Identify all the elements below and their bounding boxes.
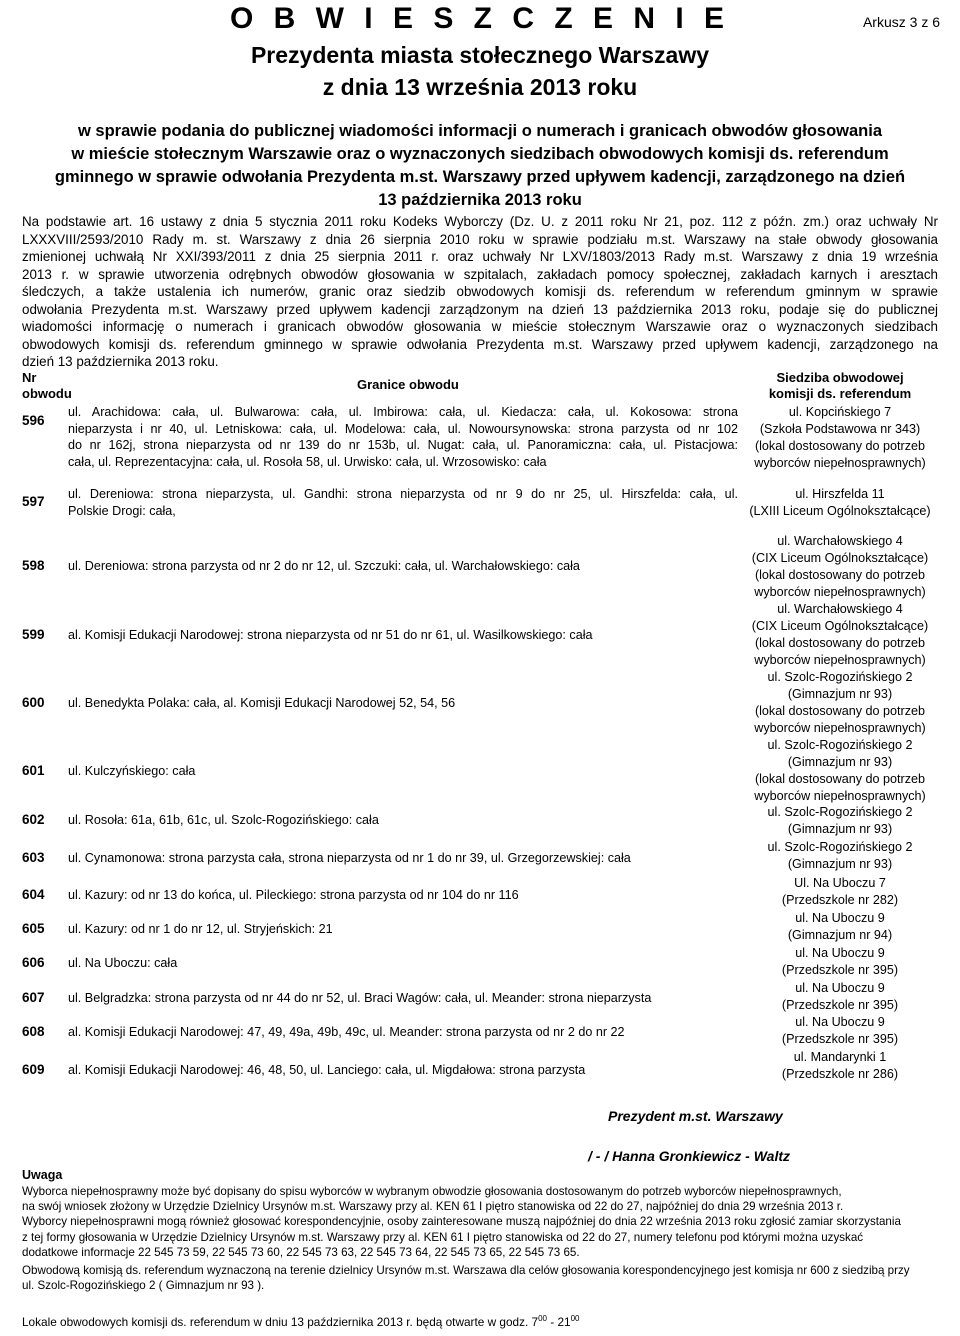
- district-number: 601: [22, 763, 45, 778]
- boundary-line: Polskie Drogi: cała,: [68, 503, 176, 518]
- seat-line: (Gimnazjum nr 93): [787, 822, 893, 836]
- district-number: 609: [22, 1062, 45, 1077]
- date-line: z dnia 13 września 2013 roku: [322, 74, 638, 100]
- seat-line: wyborców niepełnosprawnych): [754, 456, 926, 470]
- sheet-number: Arkusz 3 z 6: [862, 14, 940, 30]
- seat-line: (lokal dostosowany do potrzeb: [754, 439, 926, 453]
- boundary-line: ul. Arachidowa: cała, ul. Bulwarowa: cała, ul. Imbirowa: cała, ul. Kiedacza: cała, ul. Kokosowa: strona: [68, 405, 738, 419]
- commission-seat: [742, 1049, 938, 1083]
- header-obwodu-label: obwodu: [22, 386, 72, 401]
- district-boundaries: [68, 955, 738, 972]
- note-line: na swój wniosek złożony w Urzędzie Dzielnicy Ursynów m.st. Warszawy przy al. KEN 61 I piętro stanowiska od 22 do 27, najpóźniej do dnia 29 września 2013 r.: [22, 1200, 844, 1214]
- commission-seat: [742, 804, 938, 838]
- district-boundaries: [68, 404, 738, 470]
- seat-line: (Przedszkole nr 395): [781, 1032, 899, 1046]
- note-line: z tej formy głosowania w Urzędzie Dzielnicy Ursynów m.st. Warszawy przy al. KEN 61 I piętro stanowiska od 22 do 27, numery telefonu pod którymi można uzyskać: [22, 1230, 864, 1244]
- hours-to-sup: 00: [570, 1314, 580, 1323]
- district-number: 602: [22, 812, 45, 827]
- commission-seat: [742, 404, 938, 472]
- district-boundaries: [68, 558, 738, 575]
- commission-seat: [742, 1014, 938, 1048]
- district-number: 605: [22, 921, 45, 936]
- seat-line: ul. Szolc-Rogozińskiego 2: [767, 670, 913, 684]
- seat-line: (Przedszkole nr 286): [781, 1067, 899, 1081]
- district-number: 608: [22, 1024, 45, 1039]
- issuer-line: Prezydenta miasta stołecznego Warszawy: [250, 42, 710, 68]
- boundary-line: ul. Dereniowa: strona parzysta od nr 2 do nr 12, ul. Szczuki: cała, ul. Warchałowskiego: cała: [68, 559, 580, 573]
- intro-line: obwodowych komisji ds. referendum gminnego w sprawie odwołania Prezydenta m.st. Warszawy przed upływem kadencji, zarządzonego na: [22, 336, 938, 352]
- seat-line: ul. Kopcińskiego 7: [788, 405, 892, 419]
- note-heading: Uwaga: [22, 1168, 63, 1182]
- seat-line: ul. Na Uboczu 9: [795, 946, 885, 960]
- header-siedziba-label: Siedziba obwodowej: [776, 370, 904, 385]
- seat-line: (Przedszkole nr 282): [781, 893, 899, 907]
- subject-block: [0, 120, 960, 212]
- intro-line: dzień 13 października 2013 roku.: [22, 354, 219, 369]
- hours-from-sup: 00: [538, 1314, 547, 1323]
- intro-line: 2013 r. w sprawie utworzenia odrębnych obwodów głosowania w szpitalach, zakładach pomocy społecznej, zakładach karnych i aresztach: [22, 266, 938, 282]
- district-number: 598: [22, 558, 45, 573]
- seat-line: ul. Na Uboczu 9: [795, 981, 885, 995]
- hours-separator: - 21: [547, 1314, 571, 1329]
- commission-seat: [742, 980, 938, 1014]
- seat-line: (Gimnazjum nr 93): [787, 755, 893, 769]
- boundary-line: ul. Na Uboczu: cała: [68, 956, 178, 970]
- seat-line: ul. Na Uboczu 9: [795, 911, 885, 925]
- intro-paragraph: [22, 213, 938, 371]
- title-text: O B W I E S Z C Z E N I E: [229, 2, 731, 35]
- boundary-line: ul. Kulczyńskiego: cała: [68, 764, 196, 778]
- note-line: Obwodową komisją ds. referendum wyznaczoną na terenie dzielnicy Ursynów m.st. Warszawa dla celów głosowania korespondencyjnego jest komisja nr 600 z siedzibą przy: [22, 1264, 910, 1278]
- district-boundaries: [68, 812, 738, 829]
- header-nr-obwodu: [22, 370, 82, 402]
- seat-line: ul. Mandarynki 1: [793, 1050, 887, 1064]
- district-number: 604: [22, 887, 45, 902]
- boundary-line: al. Komisji Edukacji Narodowej: strona nieparzysta od nr 51 do nr 61, ul. Wasilkowskiego: cała: [68, 628, 593, 642]
- district-boundaries: [68, 850, 738, 867]
- district-number: 599: [22, 627, 45, 642]
- commission-seat: [742, 737, 938, 805]
- seat-line: ul. Na Uboczu 9: [795, 1015, 885, 1029]
- boundary-line: cała, ul. Reprezentacyjna: cała, ul. Rosoła 58, ul. Urwisko: cała, ul. Wrzosowisko: cała: [68, 454, 547, 469]
- commission-seat: [742, 669, 938, 737]
- seat-line: (Przedszkole nr 395): [781, 963, 899, 977]
- district-boundaries: [68, 695, 738, 712]
- header-granice: Granice obwodu: [357, 377, 459, 392]
- commission-seat: [742, 875, 938, 909]
- boundary-line: ul. Benedykta Polaka: cała, al. Komisji Edukacji Narodowej 52, 54, 56: [68, 696, 456, 710]
- boundary-line: ul. Rosoła: 61a, 61b, 61c, ul. Szolc-Rogozińskiego: cała: [68, 813, 379, 827]
- seat-line: (CIX Liceum Ogólnokształcące): [751, 619, 929, 633]
- seat-line: (lokal dostosowany do potrzeb: [754, 772, 926, 786]
- district-boundaries: [68, 1024, 738, 1041]
- seat-line: ul. Warchałowskiego 4: [777, 602, 903, 616]
- district-number: 596: [22, 413, 45, 428]
- commission-seat: [742, 601, 938, 669]
- commission-seat: [742, 910, 938, 944]
- note-line: ul. Szolc-Rogozińskiego 2 ( Gimnazjum nr 93 ).: [22, 1279, 265, 1293]
- seat-line: wyborców niepełnosprawnych): [754, 653, 926, 667]
- seat-line: (Gimnazjum nr 94): [787, 928, 893, 942]
- note-line: Wyborcy niepełnosprawni mogą również głosować korespondencyjnie, osoby zainteresowane muszą najpóźniej do dnia 22 września 2013 roku zgłosić zamiar skorzystania: [22, 1215, 901, 1229]
- note-line: Wyborca niepełnosprawny może być dopisany do spisu wyborców w wybranym obwodzie głosowania dostosowanym do potrzeb wyborców niepełnosprawnych,: [22, 1185, 842, 1198]
- intro-line: wiadomości informację o numerach i granicach obwodów głosowania w mieście stołecznym Warszawie oraz o wyznaczonych siedzibach: [22, 319, 938, 334]
- signature-name: / - / Hanna Gronkiewicz - Waltz: [588, 1148, 790, 1164]
- district-boundaries: [68, 990, 738, 1007]
- header-siedziba: [742, 370, 938, 402]
- seat-line: (lokal dostosowany do potrzeb: [754, 704, 926, 718]
- seat-line: (Szkoła Podstawowa nr 343): [759, 422, 921, 436]
- intro-line: śledczych, a także ustalenia ich numerów, granic oraz siedzib obwodowych komisji ds. referendum w referendum gminnym w sprawie: [22, 284, 938, 299]
- intro-line: odwołania Prezydenta m.st. Warszawy przed upływem kadencji zarządzonym na dzień 13 października 2013 roku, podaje się do publicznej: [22, 301, 938, 317]
- intro-line: Na podstawie art. 16 ustawy z dnia 5 stycznia 2011 roku Kodeks Wyborczy (Dz. U. z 2011 roku Nr 21, poz. 112 z późn. zm.) oraz uchwały Nr: [22, 214, 938, 229]
- seat-line: (LXIII Liceum Ogólnokształcące): [749, 504, 931, 518]
- seat-line: wyborców niepełnosprawnych): [754, 585, 926, 599]
- subject-line: gminnego w sprawie odwołania Prezydenta m.st. Warszawy przed upływem kadencji, zarządzonego na dzień: [54, 168, 906, 186]
- seat-line: ul. Szolc-Rogozińskiego 2: [767, 738, 913, 752]
- boundary-line: nieparzysta i nr 40, ul. Letniskowa: cała, ul. Modelowa: cała, ul. Nowoursynowska: strona parzysta od nr 102: [68, 421, 738, 436]
- boundary-line: ul. Cynamonowa: strona parzysta cała, strona nieparzysta od nr 1 do nr 39, ul. Grzegorzewskiej: cała: [68, 851, 631, 865]
- seat-line: ul. Szolc-Rogozińskiego 2: [767, 840, 913, 854]
- signature-role: Prezydent m.st. Warszawy: [608, 1108, 783, 1124]
- district-boundaries: [68, 887, 738, 904]
- seat-line: wyborców niepełnosprawnych): [754, 789, 926, 803]
- seat-line: (Gimnazjum nr 93): [787, 687, 893, 701]
- note-body: [22, 1184, 938, 1293]
- opening-hours-text: Lokale obwodowych komisji ds. referendum w dniu 13 października 2013 r. będą otwarte w godz. 7: [22, 1314, 539, 1329]
- subject-line: w mieście stołecznym Warszawie oraz o wyznaczonych siedzibach obwodowych komisji ds. referendum: [71, 145, 889, 163]
- note-line: dodatkowe informacje 22 545 73 59, 22 545 73 60, 22 545 73 63, 22 545 73 64, 22 545 73 65, 22 545 73 65.: [22, 1245, 580, 1259]
- district-boundaries: [68, 1062, 738, 1079]
- district-number: 603: [22, 850, 45, 865]
- commission-seat: [742, 945, 938, 979]
- district-boundaries: [68, 763, 738, 780]
- boundary-line: ul. Dereniowa: strona nieparzysta, ul. Gandhi: strona nieparzysta od nr 9 do nr 25, ul. Hirszfelda: cała, ul.: [68, 487, 738, 501]
- district-number: 597: [22, 494, 45, 509]
- seat-line: (CIX Liceum Ogólnokształcące): [751, 551, 929, 565]
- boundary-line: ul. Belgradzka: strona parzysta od nr 44 do nr 52, ul. Braci Wagów: cała, ul. Meander: strona nieparzysta: [68, 991, 652, 1005]
- intro-line: LXXXVIII/2593/2010 Rady m. st. Warszawy z dnia 26 sierpnia 2010 roku w sprawie podziału m.st. Warszawy na stałe obwody głosowania: [22, 231, 938, 247]
- district-boundaries: [68, 921, 738, 938]
- seat-line: (lokal dostosowany do potrzeb: [754, 568, 926, 582]
- district-boundaries: [68, 486, 738, 519]
- boundary-line: ul. Kazury: od nr 13 do końca, ul. Pileckiego: strona parzysta od nr 104 do nr 116: [68, 888, 519, 902]
- seat-line: Ul. Na Uboczu 7: [794, 876, 886, 890]
- boundary-line: ul. Kazury: od nr 1 do nr 12, ul. Stryjeńskich: 21: [68, 922, 333, 936]
- seat-line: (Gimnazjum nr 93): [787, 857, 893, 871]
- subject-line: w sprawie podania do publicznej wiadomości informacji o numerach i granicach obwodów głosowania: [77, 122, 883, 140]
- commission-seat: [742, 533, 938, 601]
- seat-line: (lokal dostosowany do potrzeb: [754, 636, 926, 650]
- district-boundaries: [68, 627, 738, 644]
- commission-seat: [742, 839, 938, 873]
- opening-hours: [22, 1314, 580, 1329]
- boundary-line: al. Komisji Edukacji Narodowej: 46, 48, 50, ul. Lanciego: cała, ul. Migdałowa: strona parzysta: [68, 1063, 586, 1077]
- seat-line: wyborców niepełnosprawnych): [754, 721, 926, 735]
- seat-line: ul. Hirszfelda 11: [795, 487, 885, 501]
- subject-line: 13 października 2013 roku: [378, 191, 582, 209]
- seat-line: ul. Szolc-Rogozińskiego 2: [767, 805, 913, 819]
- header-nr-label: Nr: [22, 370, 37, 385]
- seat-line: ul. Warchałowskiego 4: [777, 534, 903, 548]
- district-number: 607: [22, 990, 45, 1005]
- seat-line: (Przedszkole nr 395): [781, 998, 899, 1012]
- header-komisji-label: komisji ds. referendum: [768, 386, 912, 401]
- commission-seat: [742, 486, 938, 520]
- boundary-line: do nr 162j, strona nieparzysta od nr 139 do nr 153b, ul. Nugat: cała, ul. Panoramiczna: cała, ul. Pistacjowa:: [68, 438, 738, 452]
- intro-line: zmienionej uchwałą Nr XXI/393/2011 z dnia 25 sierpnia 2011 r. oraz uchwały Nr LXV/1803/2013 Rady m.st. Warszawy z dnia 19 września: [22, 249, 938, 264]
- boundary-line: al. Komisji Edukacji Narodowej: 47, 49, 49a, 49b, 49c, ul. Meander: strona parzysta od nr 2 do nr 22: [68, 1025, 625, 1039]
- document-title: [0, 2, 960, 36]
- district-number: 600: [22, 695, 45, 710]
- district-number: 606: [22, 955, 45, 970]
